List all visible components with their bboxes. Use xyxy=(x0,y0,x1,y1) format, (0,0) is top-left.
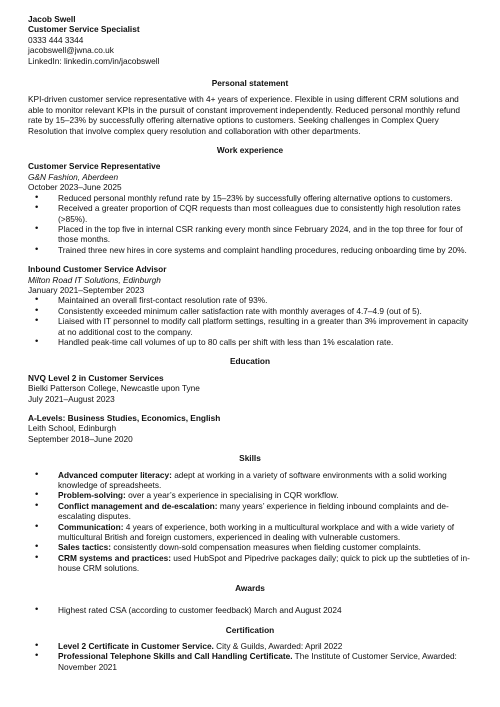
list-item xyxy=(28,641,472,651)
job-dates: January 2021–September 2023 xyxy=(28,284,145,295)
skill-text: many years’ experience in fielding inbound complaints and de-escalating disputes. xyxy=(58,500,449,522)
job-role: Customer Service Representative xyxy=(28,161,161,172)
skill-label: Problem-solving: xyxy=(58,490,126,501)
skill-label: Advanced computer literacy: xyxy=(58,469,172,480)
list-item: • Placed in the top five in internal CSR ranking every month since February 2024, and in the top three for four of those months. xyxy=(28,224,472,245)
phone-number: 0333 444 3344 xyxy=(28,34,84,45)
education-entry xyxy=(28,413,472,444)
skills-heading: Skills xyxy=(239,453,261,464)
list-item xyxy=(28,490,472,500)
certificate-text: The Institute of Customer Service, Awarded: November 2021 xyxy=(58,651,457,672)
job-dates: October 2023–June 2025 xyxy=(28,182,122,193)
qualification: A-Levels: Business Studies, Economics, English xyxy=(28,413,221,423)
job-company: G&N Fashion, Aberdeen xyxy=(28,171,119,182)
email-address: jacobswell@jwna.co.uk xyxy=(28,45,114,56)
list-item: • Received a greater proportion of CQR requests than most colleagues due to consistently high resolution rates (>85%). xyxy=(28,203,472,224)
list-item: • Highest rated CSA (according to customer feedback) March and August 2024 xyxy=(28,605,472,615)
list-item: • Reduced personal monthly refund rate by 15–23% by successfully offering alternative options to customers. xyxy=(28,193,472,203)
certification-heading: Certification xyxy=(225,624,275,635)
list-item xyxy=(28,542,472,552)
skills-list xyxy=(28,470,472,574)
list-item xyxy=(28,522,472,543)
skill-label: Sales tactics: xyxy=(58,542,112,553)
awards-list xyxy=(28,605,472,615)
candidate-name: Jacob Swell xyxy=(28,14,76,24)
education-entry xyxy=(28,373,472,404)
certificate-label: Level 2 Certificate in Customer Service. xyxy=(58,640,214,651)
list-item: • Handled peak-time call volumes of up to 80 calls per shift with less than 1% escalation rate. xyxy=(28,337,472,347)
institution: Leith School, Edinburgh xyxy=(28,423,117,434)
skill-label: Communication: xyxy=(58,521,124,532)
skill-text: consistently down-sold compensation measures when fielding customer complaints. xyxy=(111,542,421,553)
education-dates: July 2021–August 2023 xyxy=(28,393,115,404)
education-dates: September 2018–June 2020 xyxy=(28,433,133,444)
skill-text: 4 years of experience, both working in a multicultural workplace and with a wide variety of multicultural British and foreign customers, experienced in dealing with vulnerable customers. xyxy=(58,521,455,543)
qualification: NVQ Level 2 in Customer Services xyxy=(28,372,164,383)
job-entry xyxy=(28,161,472,255)
job-entry xyxy=(28,264,472,347)
candidate-title: Customer Service Specialist xyxy=(28,24,140,35)
job-bullets xyxy=(28,193,472,255)
work-experience-heading: Work experience xyxy=(216,145,284,156)
resume-header xyxy=(28,14,472,66)
list-item: • Maintained an overall first-contact resolution rate of 93%. xyxy=(28,295,472,305)
certificate-label: Professional Telephone Skills and Call Handling Certificate. xyxy=(58,651,293,662)
skill-label: Conflict management and de-escalation: xyxy=(58,500,218,511)
list-item: • Consistently exceeded minimum caller satisfaction rate with monthly averages of 4.7–4.9 (out of 5). xyxy=(28,306,472,316)
awards-heading: Awards xyxy=(235,582,265,593)
list-item: • Trained three new hires in core systems and complaint handling procedures, reducing onboarding time by 20%. xyxy=(28,245,472,255)
list-item xyxy=(28,470,472,491)
institution: Bielki Patterson College, Newcastle upon Tyne xyxy=(28,383,200,394)
personal-statement-text: KPI-driven customer service representative with 4+ years of experience. Flexible in using different CRM solutions and able to monitor relevant KPIs in the pursuit of constant improvement independently. Reduced personal monthly refund rate by 15–23% by successfully offering alternative options to customers. Seeking challenges in Complex Query Resolution that involve complex query resolution and collaboration with other departments. xyxy=(28,94,460,136)
skill-label: CRM systems and practices: xyxy=(58,552,171,563)
certification-list xyxy=(28,641,472,672)
personal-statement-heading: Personal statement xyxy=(211,78,289,89)
certificate-text: City & Guilds, Awarded: April 2022 xyxy=(213,640,343,651)
skill-text: adept at working in a variety of software environments with a solid working knowledge of spreadsheets. xyxy=(58,469,447,491)
education-heading: Education xyxy=(229,356,271,367)
job-bullets xyxy=(28,295,472,347)
linkedin-url: LinkedIn: linkedin.com/in/jacobswell xyxy=(28,55,160,66)
list-item xyxy=(28,553,472,574)
list-item xyxy=(28,501,472,522)
job-role: Inbound Customer Service Advisor xyxy=(28,264,167,275)
job-company: Milton Road IT Solutions, Edinburgh xyxy=(28,274,161,285)
skill-text: used HubSpot and Pipedrive packages daily; quick to pick up the subtleties of in-house CRM solutions. xyxy=(58,552,470,574)
list-item xyxy=(28,651,472,672)
list-item: • Liaised with IT personnel to modify call platform settings, resulting in a greater than 3% improvement in capacity at no additional cost to the company. xyxy=(28,316,472,337)
skill-text: over a year’s experience in specialising in CQR workflow. xyxy=(125,490,339,501)
